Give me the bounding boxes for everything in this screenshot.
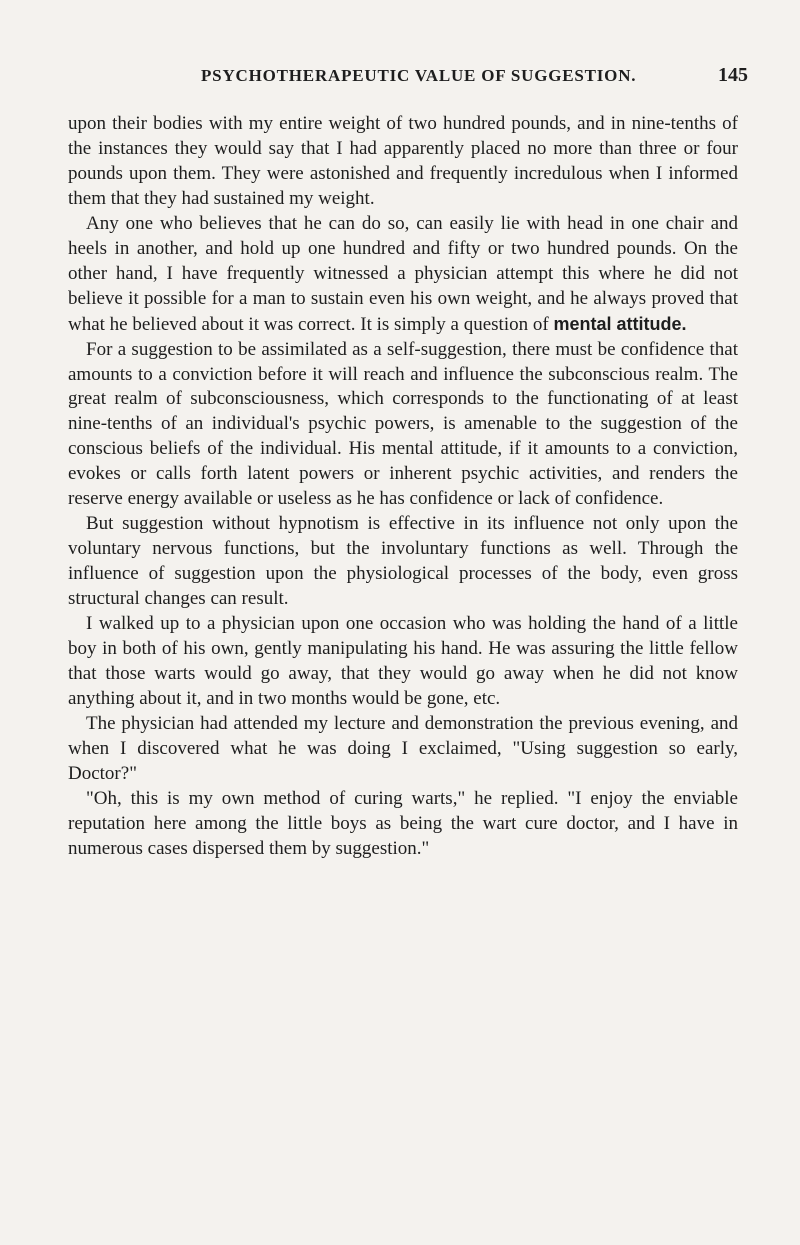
running-head: [68, 66, 748, 96]
paragraph-7: "Oh, this is my own method of curing warts," he replied. "I enjoy the enviable reputation here among the little boys as being the wart cure doctor, and I have in numerous cases dispersed them by suggestion.": [68, 787, 738, 859]
paragraph-3: For a suggestion to be assimilated as a self-suggestion, there must be confidence that amounts to a conviction before it will reach and influence the subconscious realm. The great realm of subconsciousness, which corresponds to the functionating of at least nine-tenths of an individual's psychic powers, is amenable to the suggestion of the conscious beliefs of the individual. His mental attitude, if it amounts to a conviction, evokes or calls forth latent powers or inherent psychic activities, and renders the reserve energy available or useless as he has confidence or lack of confidence.: [68, 338, 738, 510]
paragraph-2: [68, 212, 738, 338]
paragraph-5: I walked up to a physician upon one occasion who was holding the hand of a little boy in both of his own, gently manipulating his hand. He was assuring the little fellow that those warts would go away, that they would go away when he did not know anything about it, and in two months would be gone, etc.: [68, 613, 738, 709]
paragraph-4: But suggestion without hypnotism is effective in its influence not only upon the voluntary nervous functions, but the involuntary functions as well. Through the influence of suggestion upon the physiological processes of the body, even gross structural changes can result.: [68, 513, 738, 610]
paragraph-2-text: Any one who believes that he can do so, can easily lie with head in one chair and heels in another, and hold up one hundred and fifty or two hundred pounds. On the other hand, I have frequently witnessed a physician attempt this where he did not believe it possible for a man to sustain even his own weight, and he always proved that what he believed about it was correct. It is simply a question of: [68, 212, 738, 335]
paragraph-6: The physician had attended my lecture and demonstration the previous evening, and when I discovered what he was doing I exclaimed, "Using suggestion so early, Doctor?": [68, 712, 738, 784]
running-title: PSYCHOTHERAPEUTIC VALUE OF SUGGESTION.: [201, 66, 637, 85]
paragraph-1: upon their bodies with my entire weight of two hundred pounds, and in nine-tenths of the instances they would say that I had apparently placed no more than three or four pounds upon them. They were astonished and frequently incredulous when I informed them that they had sustained my weight.: [68, 113, 738, 209]
body-text: [68, 112, 738, 862]
page-number: 145: [718, 64, 748, 86]
emphasis-mental-attitude: mental attitude.: [553, 313, 687, 334]
